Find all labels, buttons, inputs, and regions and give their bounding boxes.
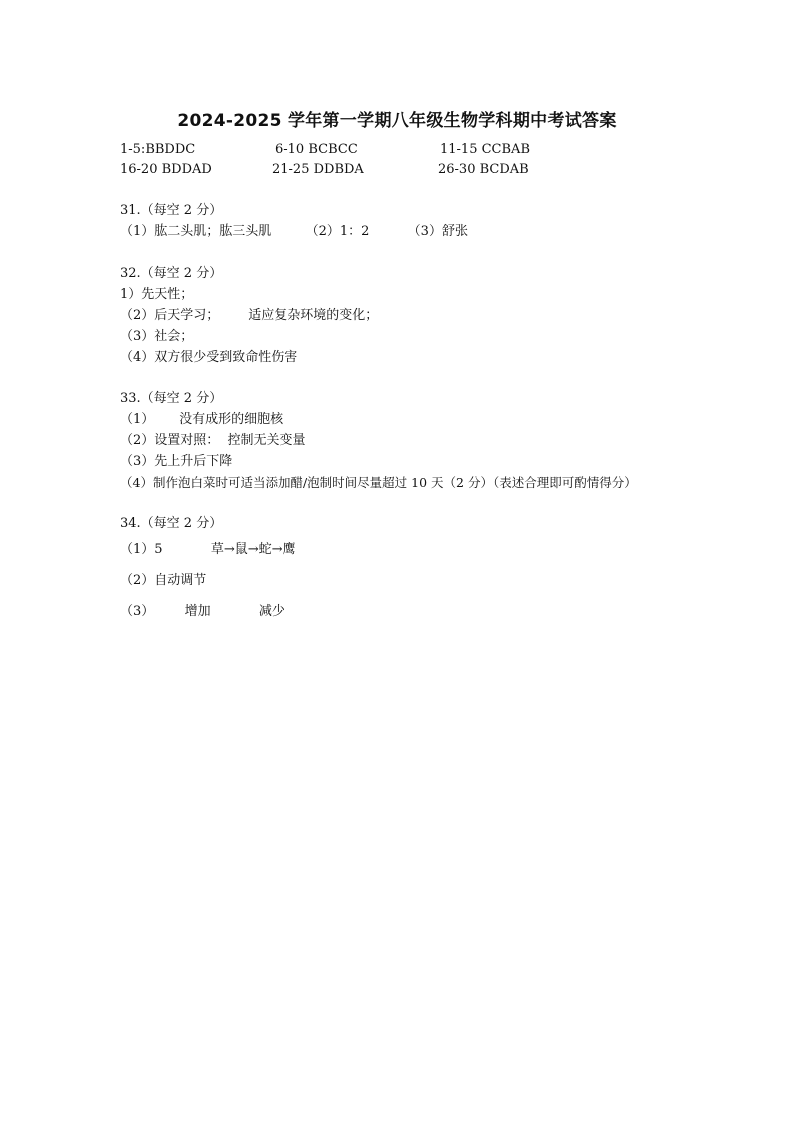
q34-answer-line-3 xyxy=(120,603,285,621)
q31-header: 31.（每空 2 分） xyxy=(120,203,223,218)
choice-answer-group: 1-5:BBDDC xyxy=(120,142,196,157)
q33-line-2: （2）设置对照： 控制无关变量 xyxy=(120,433,306,448)
choice-answer-group: 11-15 CCBAB xyxy=(440,142,530,157)
q34-part-3-answer-1: 增加 xyxy=(184,604,211,619)
q32-line-1: 1）先天性； xyxy=(120,287,194,302)
q31-part-1: （1）肱二头肌；肱三头肌 xyxy=(120,224,272,239)
q34-food-chain: 草→鼠→蛇→鹰 xyxy=(210,542,296,557)
q34-header: 34.（每空 2 分） xyxy=(120,516,223,531)
q31-answer-line xyxy=(120,223,468,241)
q34-part-1: （1）5 xyxy=(120,542,163,557)
page-title: 2024-2025 学年第一学期八年级生物学科期中考试答案 xyxy=(177,111,617,131)
q33-line-3: （3）先上升后下降 xyxy=(120,454,233,469)
q34-part-3-label: （3） xyxy=(120,604,155,619)
q32-header: 32.（每空 2 分） xyxy=(120,266,223,281)
q34-part-3-answer-2: 减少 xyxy=(258,604,285,619)
q31-part-3: （3）舒张 xyxy=(407,224,468,239)
q33-header: 33.（每空 2 分） xyxy=(120,391,223,406)
choice-answer-group: 26-30 BCDAB xyxy=(438,162,529,177)
q31-part-2: （2）1：2 xyxy=(305,224,370,239)
choice-answer-group: 16-20 BDDAD xyxy=(120,162,212,177)
q34-answer-line-2: （2）自动调节 xyxy=(120,573,207,588)
choice-answers-row-2 xyxy=(0,162,794,180)
choice-answer-group: 21-25 DDBDA xyxy=(272,162,364,177)
choice-answer-group: 6-10 BCBCC xyxy=(275,142,358,157)
q32-line-4: （4）双方很少受到致命性伤害 xyxy=(120,350,298,365)
q34-answer-line-1 xyxy=(120,541,296,559)
q32-line-3: （3）社会； xyxy=(120,329,194,344)
q32-line-2: （2）后天学习； 适应复杂环境的变化； xyxy=(120,308,379,323)
q33-line-4: （4）制作泡白菜时可适当添加醋/泡制时间尽量超过 10 天（2 分）（表述合理即可酌情得分） xyxy=(120,475,637,490)
choice-answers-row-1 xyxy=(0,142,794,160)
q33-line-1: （1） 没有成形的细胞核 xyxy=(120,412,284,427)
